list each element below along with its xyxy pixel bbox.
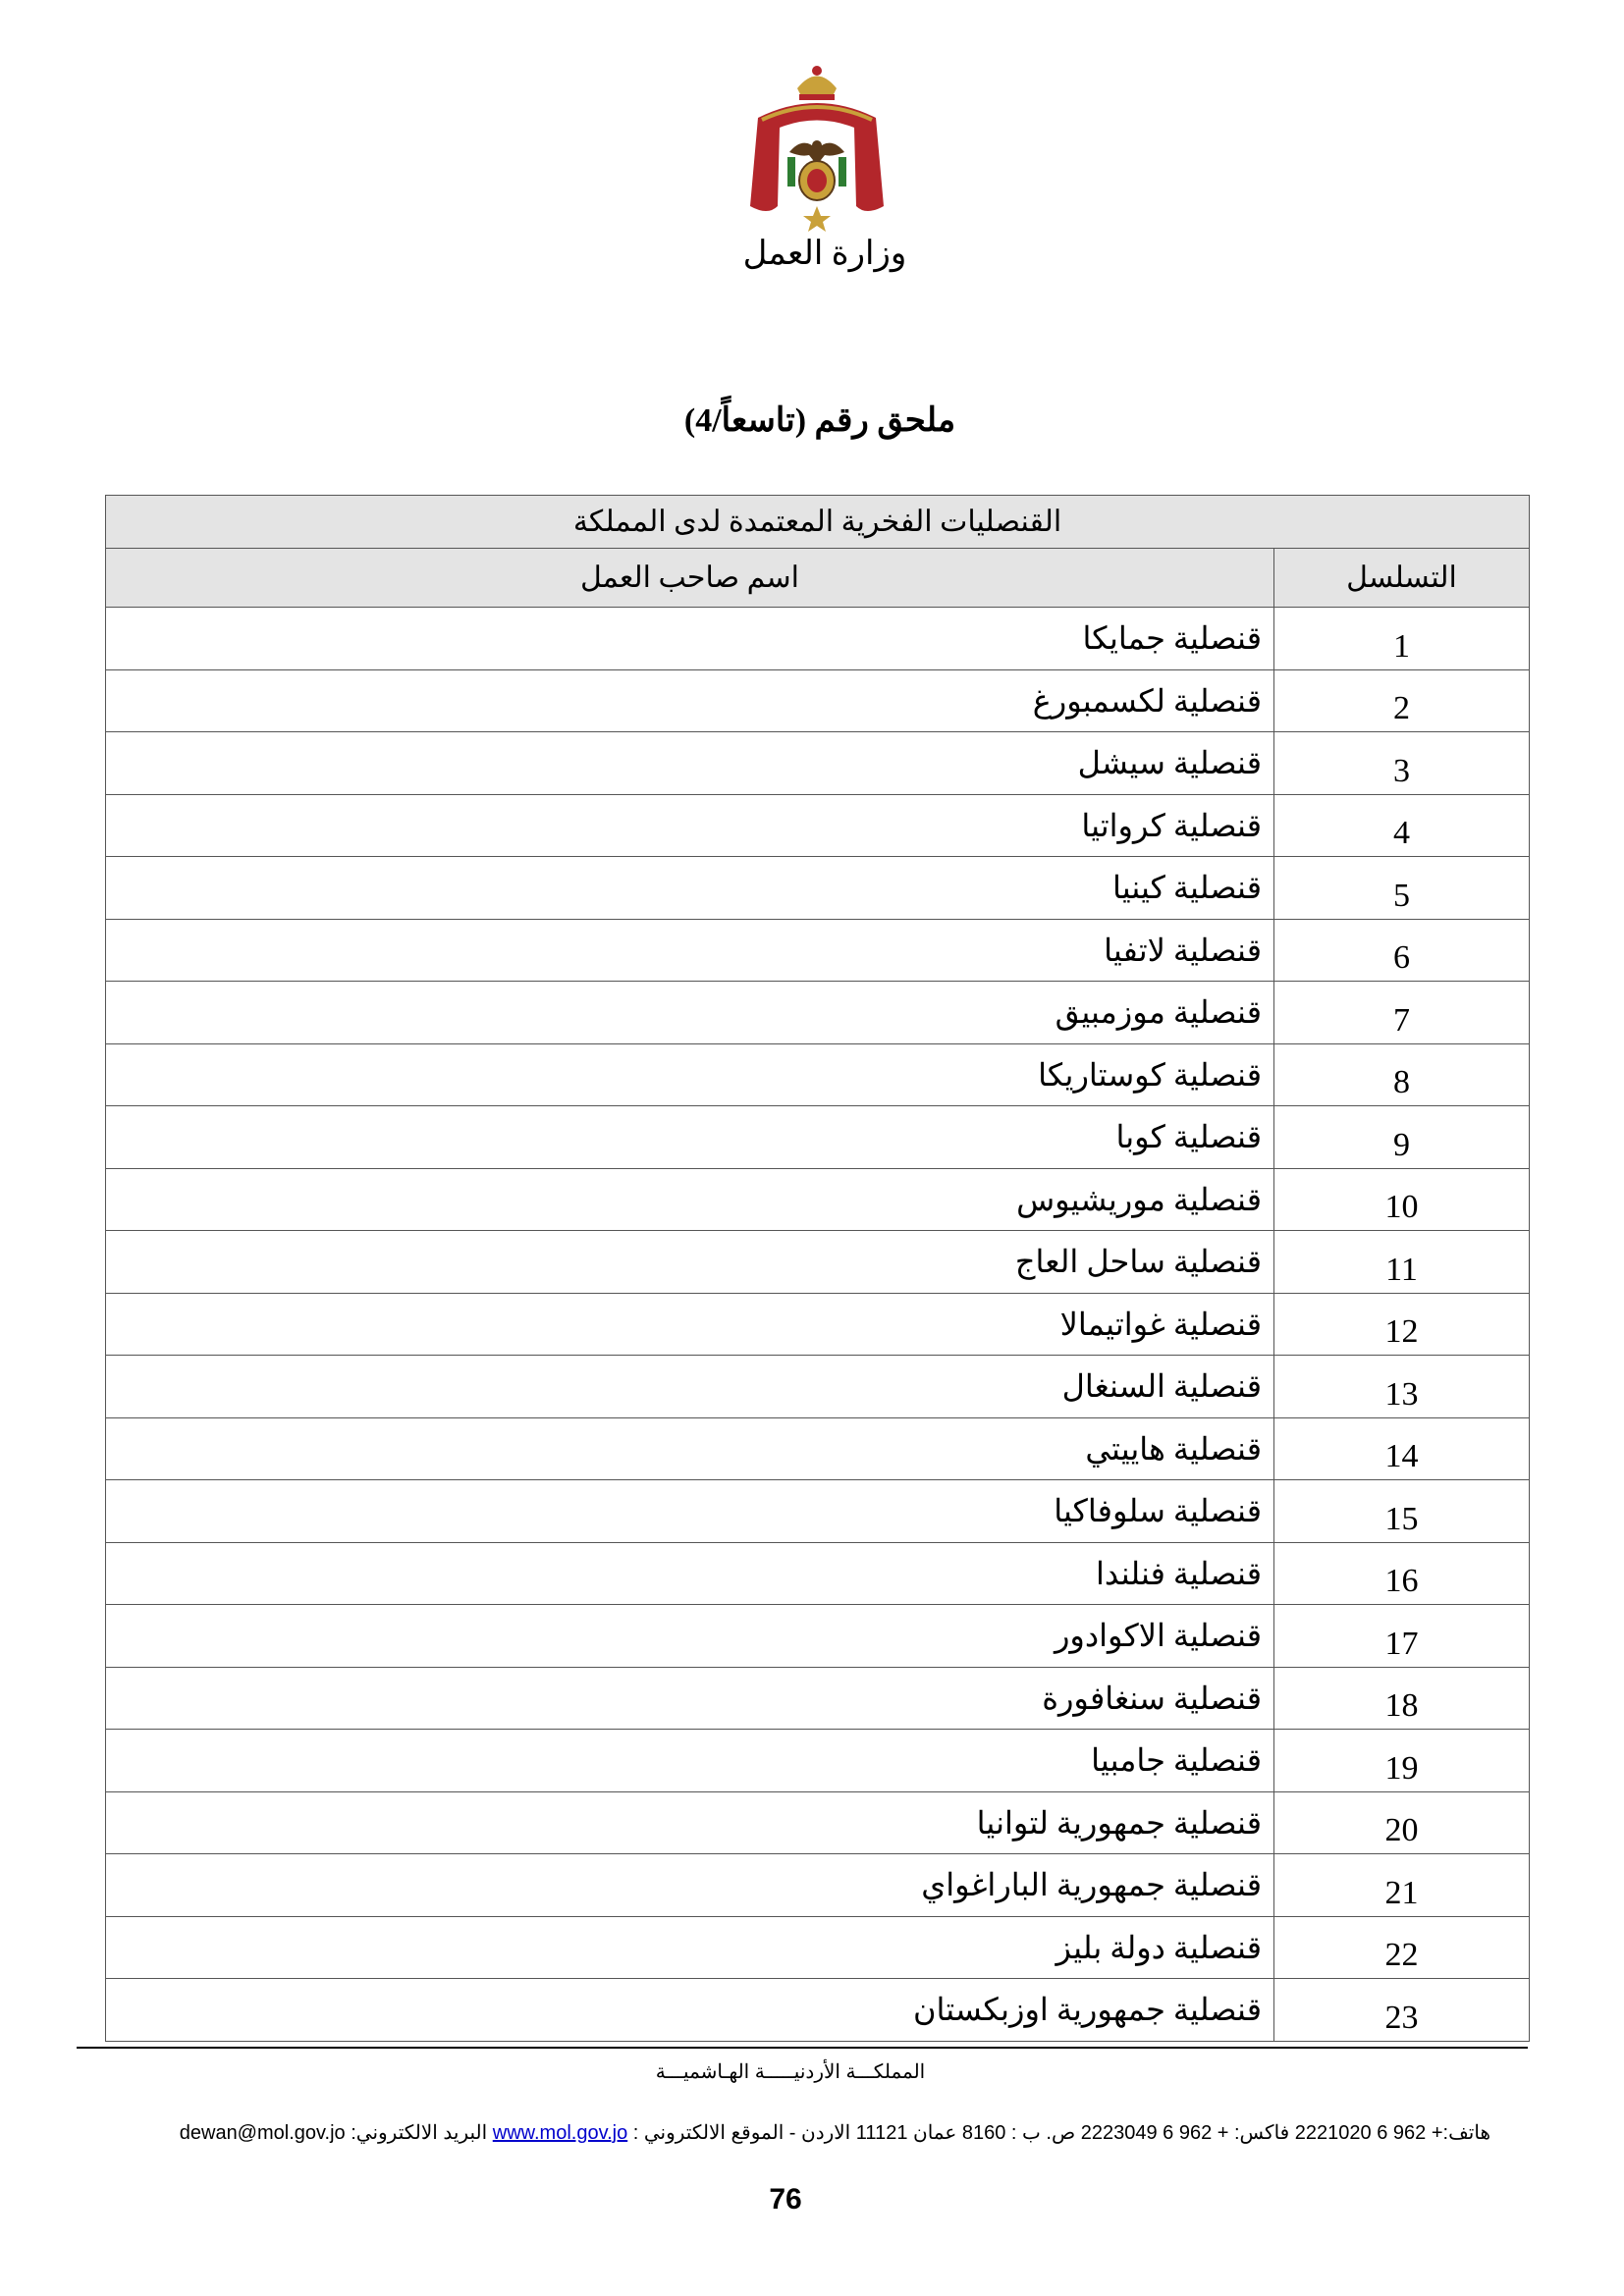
serial-number-cell: 10 — [1274, 1168, 1530, 1231]
table-group-header-row — [106, 496, 1530, 549]
consulate-name-cell: قنصلية كوبا — [106, 1106, 1274, 1169]
table-row — [106, 1043, 1530, 1106]
consulate-name-cell: قنصلية غواتيمالا — [106, 1293, 1274, 1356]
annex-title: ملحق رقم (تاسعاً/4) — [683, 402, 956, 439]
email-address[interactable]: dewan@mol.gov.jo — [179, 2122, 346, 2144]
consulate-name-cell: قنصلية كوستاريكا — [106, 1043, 1274, 1106]
website-link[interactable]: www.mol.gov.jo — [492, 2122, 628, 2144]
table-row — [106, 669, 1530, 732]
serial-number-cell: 3 — [1274, 732, 1530, 795]
table-row — [106, 982, 1530, 1044]
table-row — [106, 732, 1530, 795]
table-row — [106, 1854, 1530, 1917]
serial-number-cell: 4 — [1274, 794, 1530, 857]
footer-kingdom: المملكـــة الأردنيـــــة الهـاشميـــة — [655, 2061, 926, 2083]
consulate-name-cell: قنصلية جمايكا — [106, 608, 1274, 670]
table-row — [106, 794, 1530, 857]
consulate-name-cell: قنصلية جمهورية الباراغواي — [106, 1854, 1274, 1917]
serial-number-cell: 9 — [1274, 1106, 1530, 1169]
serial-number-cell: 23 — [1274, 1979, 1530, 2042]
serial-number-cell: 5 — [1274, 857, 1530, 920]
serial-number-cell: 15 — [1274, 1480, 1530, 1543]
table-row — [106, 1106, 1530, 1169]
consulate-name-cell: قنصلية كرواتيا — [106, 794, 1274, 857]
serial-number-cell: 16 — [1274, 1542, 1530, 1605]
table-row — [106, 1542, 1530, 1605]
serial-number-cell: 22 — [1274, 1916, 1530, 1979]
consulate-name-cell: قنصلية جامبيا — [106, 1730, 1274, 1792]
consulate-name-cell: قنصلية كينيا — [106, 857, 1274, 920]
consulate-name-cell: قنصلية ساحل العاج — [106, 1231, 1274, 1294]
table-row — [106, 1791, 1530, 1854]
serial-number-cell: 1 — [1274, 608, 1530, 670]
table-row — [106, 1979, 1530, 2042]
serial-number-cell: 6 — [1274, 919, 1530, 982]
footer-contact-prefix: هاتف:+ 962 6 2221020 فاكس: + 962 6 2223049 ص. ب : 8160 عمان 11121 الاردن - الموقع الالكتروني : — [632, 2122, 1490, 2144]
consulate-name-cell: قنصلية سيشل — [106, 732, 1274, 795]
consulate-name-cell: قنصلية لاتفيا — [106, 919, 1274, 982]
consulate-name-cell: قنصلية السنغال — [106, 1356, 1274, 1418]
consulates-table — [105, 495, 1530, 2042]
consulate-name-cell: قنصلية هاييتي — [106, 1417, 1274, 1480]
table-row — [106, 1916, 1530, 1979]
serial-number-cell: 12 — [1274, 1293, 1530, 1356]
table-row — [106, 1356, 1530, 1418]
serial-number-cell: 21 — [1274, 1854, 1530, 1917]
consulate-name-cell: قنصلية جمهورية لتوانيا — [106, 1791, 1274, 1854]
consulate-name-cell: قنصلية سلوفاكيا — [106, 1480, 1274, 1543]
serial-number-cell: 17 — [1274, 1605, 1530, 1668]
page-number: 76 — [769, 2183, 802, 2216]
consulate-name-cell: قنصلية لكسمبورغ — [106, 669, 1274, 732]
table-group-header: القنصليات الفخرية المعتمدة لدى المملكة — [106, 496, 1530, 549]
column-header-name: اسم صاحب العمل — [106, 549, 1274, 608]
table-row — [106, 1168, 1530, 1231]
coat-of-arms-icon — [738, 59, 895, 236]
serial-number-cell: 8 — [1274, 1043, 1530, 1106]
consulate-name-cell: قنصلية الاكوادور — [106, 1605, 1274, 1668]
consulate-name-cell: قنصلية فنلندا — [106, 1542, 1274, 1605]
serial-number-cell: 13 — [1274, 1356, 1530, 1418]
table-row — [106, 857, 1530, 920]
serial-number-cell: 19 — [1274, 1730, 1530, 1792]
consulate-name-cell: قنصلية سنغافورة — [106, 1667, 1274, 1730]
table-row — [106, 1293, 1530, 1356]
table-row — [106, 1730, 1530, 1792]
serial-number-cell: 18 — [1274, 1667, 1530, 1730]
footer-contact — [180, 2120, 1490, 2145]
serial-number-cell: 11 — [1274, 1231, 1530, 1294]
table-row — [106, 1231, 1530, 1294]
column-header-serial: التسلسل — [1274, 549, 1530, 608]
table-row — [106, 608, 1530, 670]
email-label: البريد الالكتروني: — [351, 2122, 488, 2144]
table-row — [106, 1667, 1530, 1730]
consulate-name-cell: قنصلية دولة بليز — [106, 1916, 1274, 1979]
consulate-name-cell: قنصلية موزمبيق — [106, 982, 1274, 1044]
consulate-name-cell: قنصلية جمهورية اوزبكستان — [106, 1979, 1274, 2042]
ministry-name: وزارة العمل — [742, 236, 907, 272]
serial-number-cell: 2 — [1274, 669, 1530, 732]
table-row — [106, 1605, 1530, 1668]
table-column-header-row — [106, 549, 1530, 608]
serial-number-cell: 14 — [1274, 1417, 1530, 1480]
serial-number-cell: 20 — [1274, 1791, 1530, 1854]
footer-divider — [77, 2047, 1528, 2049]
table-row — [106, 1480, 1530, 1543]
table-row — [106, 919, 1530, 982]
table-row — [106, 1417, 1530, 1480]
consulate-name-cell: قنصلية موريشيوس — [106, 1168, 1274, 1231]
serial-number-cell: 7 — [1274, 982, 1530, 1044]
